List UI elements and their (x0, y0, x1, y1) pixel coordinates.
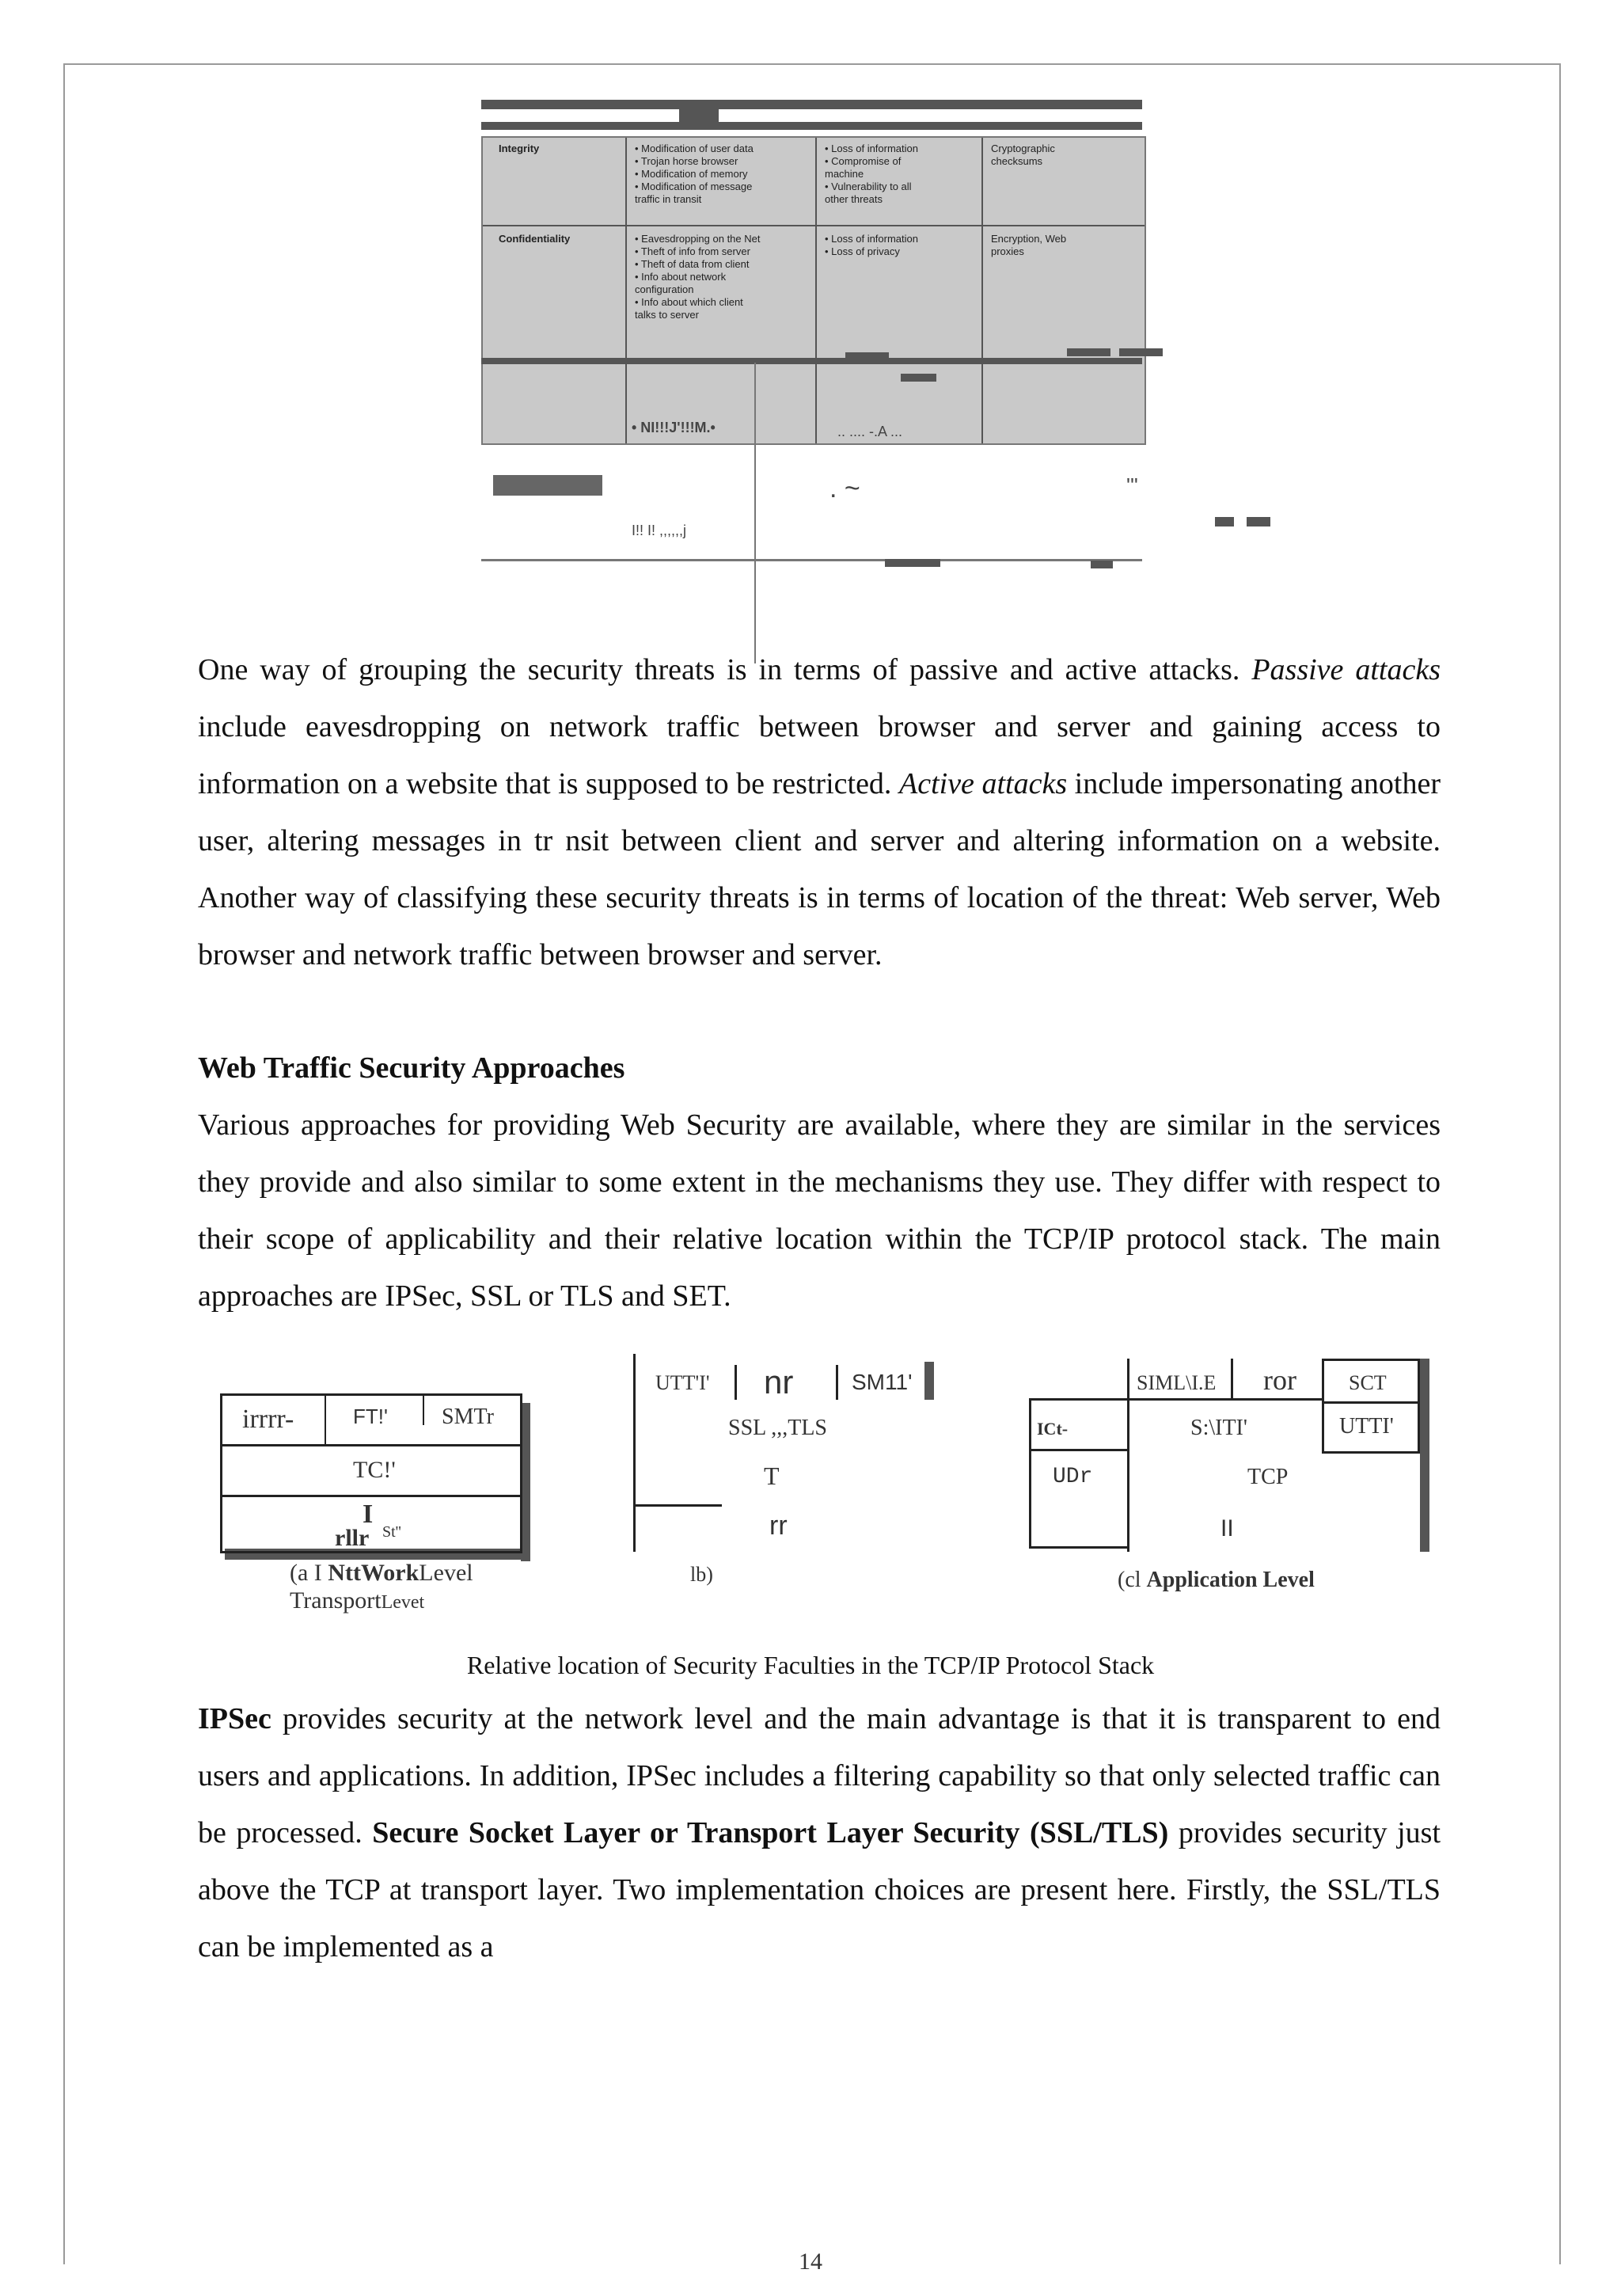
paragraph-ipsec-ssl (198, 1690, 1441, 1975)
paragraph-attack-types (198, 641, 1441, 983)
scan-artifact (845, 352, 889, 360)
layer-ipsec-label: rllr (335, 1525, 370, 1551)
scanned-threat-table (481, 95, 1146, 570)
bold-ipsec: IPSec (198, 1702, 271, 1735)
caption-bold: NttWork (328, 1560, 419, 1586)
row-confidentiality-label: Confidentiality (499, 233, 571, 245)
layer-http-label: irrrr- (242, 1405, 294, 1434)
threat-table (481, 136, 1146, 445)
caption-line2: Transport (290, 1587, 382, 1614)
table-lower-bar (481, 358, 1142, 364)
diagram-a-caption (290, 1560, 473, 1587)
diagram-application-level (1029, 1354, 1441, 1591)
table-row-divider (483, 225, 1145, 226)
row-integrity-label: Integrity (499, 143, 540, 154)
layer-ftp-label: nr (764, 1363, 794, 1401)
scan-noise-text: ''' (1126, 473, 1138, 497)
diagram-b-caption: lb) (690, 1563, 713, 1586)
box-shadow (924, 1362, 934, 1400)
row-integrity-consequences: • Loss of information • Compromise of machine • Vulnerability to all other threats (825, 143, 918, 205)
table-col-divider (815, 138, 817, 443)
page-frame-right (1559, 63, 1561, 2264)
layer-divider (220, 1495, 522, 1497)
bold-ssl-tls: Secure Socket Layer or Transport Layer Security (SSL/TLS) (372, 1816, 1169, 1849)
layer-tcp-label: TCP (1247, 1465, 1289, 1489)
scan-artifact (1091, 561, 1113, 568)
emphasis-passive-attacks: Passive attacks (1251, 653, 1441, 686)
cell-divider (1231, 1359, 1233, 1398)
cell-divider (836, 1365, 838, 1400)
layer-tcp-label: T (764, 1462, 780, 1490)
layer-smtp-label: S:\ITI' (1190, 1416, 1247, 1440)
cell-divider (735, 1365, 737, 1400)
row-integrity-countermeasures: Cryptographic checksums (991, 143, 1055, 167)
text-run: provides security just above the TCP at transport layer. Two implementation choices are present here. Firstly, the SSL/TLS can be implemented as a (198, 1816, 1441, 1963)
layer-divider (220, 1444, 522, 1446)
layer-smtp-label: SM11' (852, 1370, 913, 1394)
paragraph-approaches: Various approaches for providing Web Security are available, where they are similar in the services they provide and also similar to some extent in the mechanisms they use. They differ with respect to their scope of applicability and their relative location within the TCP/IP protocol stack. The main approaches are IPSec, SSL or TLS and SET. (198, 1108, 1441, 1313)
scan-noise-text: I!! I! ,,,,,,j (632, 523, 687, 538)
caption-prefix: (a I (290, 1560, 328, 1586)
diagram-transport-level (633, 1354, 950, 1591)
row-integrity-threats: • Modification of user data • Trojan horse browser • Modification of memory • Modification of message traffic in transit (635, 143, 754, 205)
row-confidentiality-countermeasures: Encryption, Web proxies (991, 233, 1067, 257)
stack-edge (1127, 1359, 1129, 1552)
caption-bold: Application Level (1146, 1568, 1315, 1592)
figure-caption: Relative location of Security Faculties in the TCP/IP Protocol Stack (466, 1651, 1155, 1679)
table-col-divider (981, 138, 983, 443)
text-run: include impersonating another user, altering messages in tr nsit between client and server and altering information on a website. Another way of classifying these security threats is in terms of location of the threat: Web server, Web browser and network traffic between browser and server. (198, 767, 1441, 971)
stack-ledge (633, 1504, 722, 1507)
layer-http-label: UTTI' (1339, 1414, 1394, 1439)
scan-noise-text: .. .... -.A ... (837, 424, 903, 439)
row-confidentiality-consequences: • Loss of information • Loss of privacy (825, 233, 918, 257)
layer-divider (1127, 1398, 1322, 1401)
page-frame-left (63, 63, 65, 2264)
diagram-network-level (220, 1393, 537, 1631)
diagram-c-caption (1118, 1568, 1315, 1593)
layer-smtp-label: SMTr (442, 1405, 494, 1429)
layer-http-label: UTT'I' (655, 1371, 710, 1394)
caption-prefix: (cl (1118, 1568, 1147, 1592)
text-run: One way of grouping the security threats is in terms of passive and active attacks. (198, 653, 1252, 686)
table-header-block (679, 109, 719, 122)
section-heading: Web Traffic Security Approaches (198, 1051, 625, 1085)
scan-noise-text: • NI!!!J'!!!M.• (632, 420, 716, 435)
layer-set-label: SCT (1349, 1371, 1387, 1394)
layer-ip-label: I (363, 1500, 374, 1529)
stack-left-edge (633, 1354, 636, 1552)
scan-artifact (1215, 517, 1234, 526)
scan-bottom-rule (481, 559, 1142, 561)
layer-tcp-label: TC!' (353, 1457, 396, 1483)
scan-artifact (901, 374, 936, 382)
caption-line2b: Levet (381, 1592, 425, 1613)
box-shadow (1420, 1359, 1429, 1552)
scan-artifact (1247, 517, 1270, 526)
scan-divider (754, 363, 756, 663)
cell-divider (325, 1393, 326, 1444)
scan-noise-text: . ~ (829, 473, 860, 504)
scan-artifact (885, 559, 940, 567)
diagram-a-caption-line2 (290, 1587, 424, 1614)
layer-divider (1029, 1449, 1127, 1451)
text-run: provides security at the network level and the main advantage is that it is transparent to end users and applications. In addition, IPSec includes a filtering capability so that only selected traffic can be processed. (198, 1702, 1441, 1849)
text-run: include eavesdropping on network traffic between browser and server and gaining access to information on a website that is supposed to be restricted. (198, 710, 1441, 800)
table-top-bar (481, 100, 1142, 109)
layer-ip-label: II (1220, 1515, 1234, 1541)
cell-divider (423, 1393, 424, 1425)
caption-rest: Level (419, 1560, 473, 1586)
layer-ip-label: rr (769, 1511, 788, 1541)
layer-kerberos-label: ICt- (1037, 1419, 1069, 1439)
layer-ipsec-label-suffix: St'' (382, 1523, 401, 1541)
layer-smime-label: SIML\I.E (1137, 1371, 1217, 1394)
layer-pgp-label: ror (1263, 1364, 1296, 1396)
layer-ftp-label: FT!' (353, 1405, 388, 1428)
scan-artifact (1119, 348, 1163, 356)
layer-ssl-tls-label: SSL ,,,TLS (728, 1416, 827, 1440)
scan-artifact (493, 475, 602, 496)
table-header-bar (481, 122, 1142, 130)
layer-udp-label: UDr (1053, 1465, 1093, 1489)
row-confidentiality-threats: • Eavesdropping on the Net • Theft of info from server • Theft of data from client • Info about network configuration • Info about which client talks to server (635, 233, 761, 321)
page-number: 14 (799, 2248, 822, 2275)
page-frame-top (63, 63, 1561, 65)
scan-artifact (1067, 348, 1110, 356)
emphasis-active-attacks: Active attacks (899, 767, 1068, 800)
table-col-divider (625, 138, 627, 443)
set-divider (1322, 1401, 1420, 1404)
